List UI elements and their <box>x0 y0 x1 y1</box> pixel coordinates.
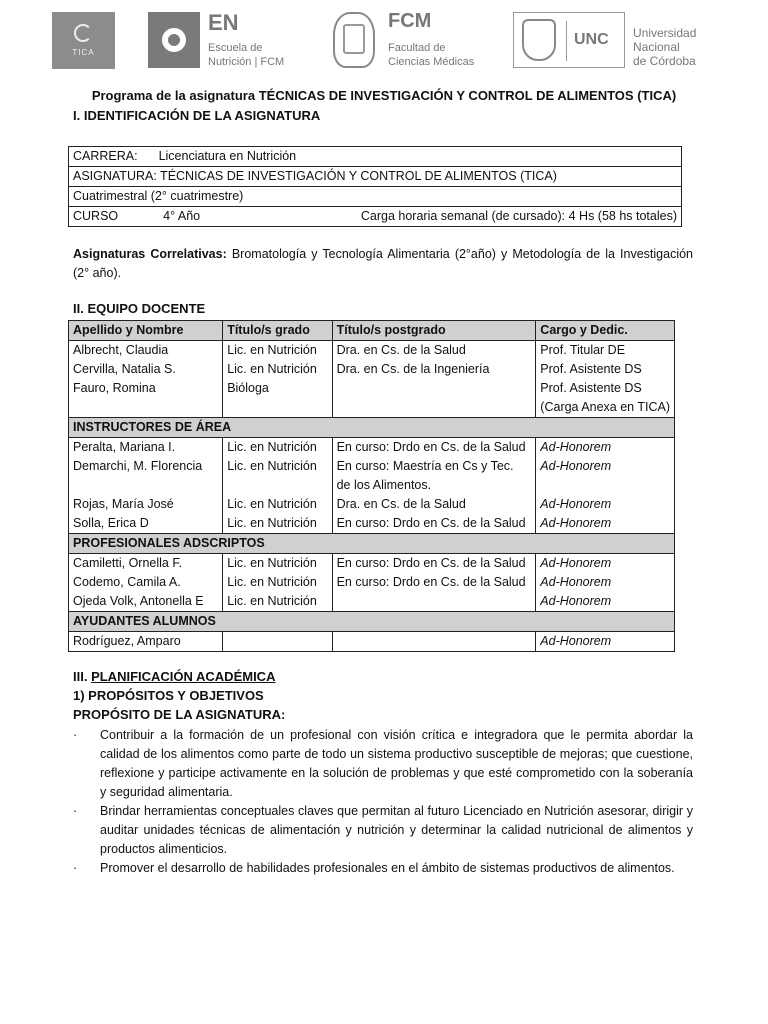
table-row <box>69 592 675 612</box>
fcm-logo-abbr: FCM <box>388 10 432 32</box>
table-cell <box>223 632 332 652</box>
staff-header-row <box>69 321 675 341</box>
unc-logo <box>513 12 703 70</box>
table-cell: Ad-Honorem <box>536 573 675 592</box>
table-cell: Lic. en Nutrición <box>223 438 332 458</box>
table-cell: Lic. en Nutrición <box>223 514 332 534</box>
table-cell: En curso: Maestría en Cs y Tec. <box>332 457 536 476</box>
table-cell: Rojas, María José <box>69 495 223 514</box>
table-cell: Lic. en Nutrición <box>223 495 332 514</box>
column-header: Apellido y Nombre <box>69 321 223 341</box>
table-cell: En curso: Drdo en Cs. de la Salud <box>332 554 536 574</box>
table-cell: Dra. en Cs. de la Salud <box>332 495 536 514</box>
table-row <box>69 457 675 476</box>
section-3-heading: III. PLANIFICACIÓN ACADÉMICA <box>73 669 276 684</box>
column-header: Título/s postgrado <box>332 321 536 341</box>
propositos-heading: 1) PROPÓSITOS Y OBJETIVOS <box>73 688 264 703</box>
table-cell <box>69 398 223 418</box>
column-header: Título/s grado <box>223 321 332 341</box>
list-item <box>73 802 693 859</box>
table-cell: Lic. en Nutrición <box>223 360 332 379</box>
table-cell: En curso: Drdo en Cs. de la Salud <box>332 573 536 592</box>
table-cell <box>332 379 536 398</box>
table-cell <box>332 398 536 418</box>
bullet-marker: · <box>73 861 78 875</box>
list-item-text: Brindar herramientas conceptuales claves que permitan al futuro Licenciado en Nutrición asesorar, dirigir y auditar unidades técnicas de alimentación y nutrición y determinar la calidad nutricional de alimentos y productos alimenticios. <box>100 804 693 856</box>
table-row <box>69 207 682 227</box>
en-mark-icon <box>148 12 200 68</box>
curso-label: CURSO <box>73 209 119 223</box>
table-cell <box>332 592 536 612</box>
unc-logo-line3: de Córdoba <box>633 54 696 68</box>
list-item-text: Promover el desarrollo de habilidades profesionales en el ámbito de sistemas productivos de alimentos. <box>100 861 675 875</box>
document-title: Programa de la asignatura TÉCNICAS DE INVESTIGACIÓN Y CONTROL DE ALIMENTOS (TICA) <box>91 88 677 103</box>
table-cell: Solla, Erica D <box>69 514 223 534</box>
table-row <box>69 379 675 398</box>
table-cell <box>69 476 223 495</box>
table-row <box>69 495 675 514</box>
table-cell: En curso: Drdo en Cs. de la Salud <box>332 514 536 534</box>
table-cell: Ad-Honorem <box>536 514 675 534</box>
fcm-logo <box>333 12 493 70</box>
list-item <box>73 859 693 878</box>
section-title: INSTRUCTORES DE ÁREA <box>69 418 675 438</box>
table-row <box>69 573 675 592</box>
en-logo-line1: Escuela de <box>208 42 263 54</box>
table-cell: Ad-Honorem <box>536 438 675 458</box>
table-row <box>69 476 675 495</box>
correlativas-label: Asignaturas Correlativas: <box>73 247 227 261</box>
tica-logo <box>52 12 115 69</box>
curso-cell <box>69 207 682 227</box>
table-row <box>69 341 675 361</box>
swirl-icon <box>74 24 92 42</box>
table-cell: Albrecht, Claudia <box>69 341 223 361</box>
asignatura-cell: ASIGNATURA: TÉCNICAS DE INVESTIGACIÓN Y CONTROL DE ALIMENTOS (TICA) <box>69 167 682 187</box>
table-cell: Bióloga <box>223 379 332 398</box>
table-cell <box>223 476 332 495</box>
table-cell: Ad-Honorem <box>536 457 675 476</box>
bullet-marker: · <box>73 804 78 818</box>
table-cell <box>332 632 536 652</box>
fcm-seal-icon <box>333 12 375 68</box>
section-row <box>69 612 675 632</box>
table-cell: Cervilla, Natalia S. <box>69 360 223 379</box>
table-row <box>69 398 675 418</box>
table-cell: Lic. en Nutrición <box>223 554 332 574</box>
table-cell <box>223 398 332 418</box>
table-cell: Peralta, Mariana I. <box>69 438 223 458</box>
proposito-asignatura-heading: PROPÓSITO DE LA ASIGNATURA: <box>73 707 286 722</box>
table-cell: Ad-Honorem <box>536 554 675 574</box>
table-row <box>69 632 675 652</box>
table-row <box>69 514 675 534</box>
section-row <box>69 418 675 438</box>
table-cell: Fauro, Romina <box>69 379 223 398</box>
table-row <box>69 554 675 574</box>
carrera-value: Licenciatura en Nutrición <box>158 149 297 163</box>
escuela-nutricion-logo <box>148 12 298 70</box>
unc-logo-abbr: UNC <box>574 31 609 48</box>
staff-table <box>68 320 675 652</box>
section-row <box>69 534 675 554</box>
list-item-text: Contribuir a la formación de un profesional con visión crítica e integradora que le permita abordar la calidad de los alimentos como parte de todo un sistema productivo susceptible de mejoras; que cuestione, reflexione y participe activamente en la solución de problemas y que esté comprometido con la soberanía y seguridad alimentaria. <box>100 728 693 799</box>
correlativas-paragraph <box>73 245 693 283</box>
table-cell: Prof. Titular DE <box>536 341 675 361</box>
unc-logo-line1: Universidad <box>633 26 697 40</box>
table-cell: Prof. Asistente DS <box>536 379 675 398</box>
table-row <box>69 167 682 187</box>
curso-value: 4° Año <box>163 209 201 223</box>
fcm-logo-line2: Ciencias Médicas <box>388 56 475 68</box>
list-item <box>73 726 693 802</box>
table-cell: Lic. en Nutrición <box>223 457 332 476</box>
section-title: AYUDANTES ALUMNOS <box>69 612 675 632</box>
en-logo-abbr: EN <box>208 10 239 35</box>
table-cell: Rodríguez, Amparo <box>69 632 223 652</box>
purpose-list <box>73 726 693 878</box>
table-cell: Prof. Asistente DS <box>536 360 675 379</box>
table-row <box>69 147 682 167</box>
section-2-heading: II. EQUIPO DOCENTE <box>73 301 206 316</box>
table-cell: Demarchi, M. Florencia <box>69 457 223 476</box>
table-cell: Camiletti, Ornella F. <box>69 554 223 574</box>
column-header: Cargo y Dedic. <box>536 321 675 341</box>
table-cell: Dra. en Cs. de la Ingeniería <box>332 360 536 379</box>
table-cell: Ad-Honorem <box>536 592 675 612</box>
unc-logo-line2: Nacional <box>633 40 680 54</box>
table-cell: Dra. en Cs. de la Salud <box>332 341 536 361</box>
table-row <box>69 438 675 458</box>
table-cell: En curso: Drdo en Cs. de la Salud <box>332 438 536 458</box>
table-cell: Lic. en Nutrición <box>223 341 332 361</box>
table-cell: Lic. en Nutrición <box>223 573 332 592</box>
correlativas-text: Bromatología y Tecnología Alimentaria (2°año) y Metodología de la Investigación (2° año). <box>73 247 694 280</box>
bullet-marker: · <box>73 728 78 742</box>
table-cell: (Carga Anexa en TICA) <box>536 398 675 418</box>
identification-table <box>68 146 682 227</box>
table-row <box>69 187 682 207</box>
fcm-logo-line1: Facultad de <box>388 42 446 54</box>
table-cell: de los Alimentos. <box>332 476 536 495</box>
carrera-label: CARRERA: <box>73 149 138 163</box>
table-row <box>69 360 675 379</box>
table-cell: Lic. en Nutrición <box>223 592 332 612</box>
table-cell: Ad-Honorem <box>536 632 675 652</box>
section-1-heading: I. IDENTIFICACIÓN DE LA ASIGNATURA <box>73 108 321 123</box>
unc-crest-icon <box>522 19 556 61</box>
section-title: PROFESIONALES ADSCRIPTOS <box>69 534 675 554</box>
header-logos <box>50 10 700 70</box>
table-cell <box>536 476 675 495</box>
table-cell: Ad-Honorem <box>536 495 675 514</box>
carga-horaria: Carga horaria semanal (de cursado): 4 Hs (58 hs totales) <box>360 209 677 223</box>
table-cell: Ojeda Volk, Antonella E <box>69 592 223 612</box>
carrera-cell <box>69 147 682 167</box>
tica-logo-text: TICA <box>72 48 95 57</box>
table-cell: Codemo, Camila A. <box>69 573 223 592</box>
periodo-cell: Cuatrimestral (2° cuatrimestre) <box>69 187 682 207</box>
en-logo-line2: Nutrición | FCM <box>208 56 285 68</box>
